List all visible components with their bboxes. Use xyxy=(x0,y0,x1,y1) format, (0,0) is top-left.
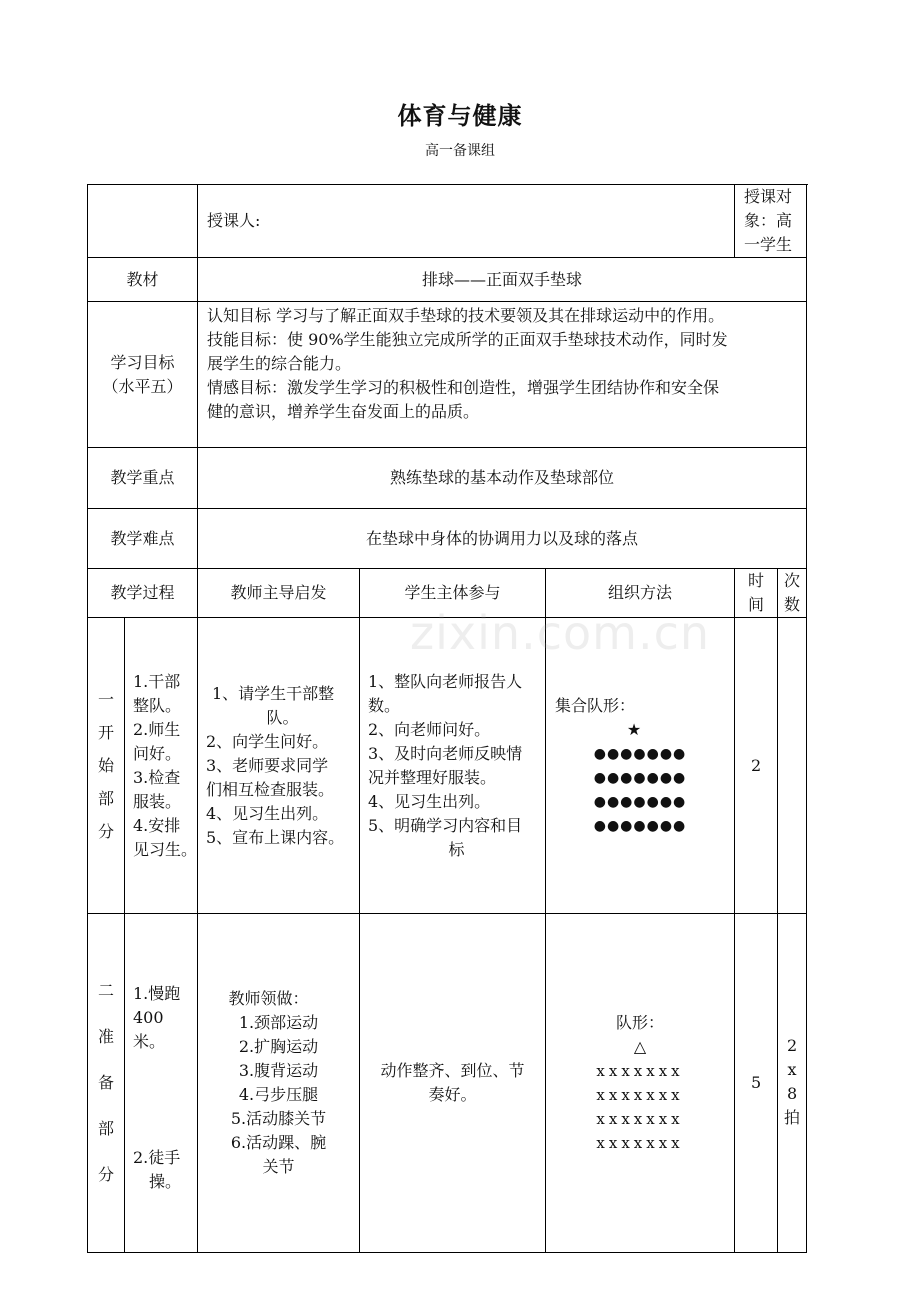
goal-line: 认知目标 学习与了解正面双手垫球的技术要领及其在排球运动中的作用。 xyxy=(207,306,725,325)
formation-row: xxxxxxx xyxy=(596,1110,684,1128)
part2-section-label xyxy=(88,914,125,1253)
section-char: 分 xyxy=(97,821,114,841)
document-subtitle: 高一备课组 xyxy=(425,143,495,159)
step-line: 3.检查 xyxy=(133,767,181,787)
student-line: 况并整理好服装。 xyxy=(368,767,497,787)
method-label: 队形： xyxy=(616,1013,665,1032)
lesson-plan-table xyxy=(87,184,807,1253)
target-label: 授课对象：高一学生 xyxy=(735,185,807,258)
count-line: 拍 xyxy=(784,1108,801,1127)
goal-line: 情感目标：激发学生学习的积极性和创造性，增强学生团结协作和安全保 xyxy=(207,378,720,397)
teacher-star-icon: ★ xyxy=(626,719,642,739)
part1-time: 2 xyxy=(735,618,778,914)
step-line: 400 米。 xyxy=(133,1008,166,1051)
student-line: 动作整齐、到位、节 xyxy=(380,1061,525,1080)
teacher-label: 授课人: xyxy=(198,185,735,258)
info-row xyxy=(88,185,807,258)
time-header xyxy=(735,569,778,618)
count-line: 2 xyxy=(786,1036,798,1055)
goal-line: 技能目标：使 90%学生能独立完成所学的正面双手垫球技术动作，同时发 xyxy=(207,330,728,349)
material-row xyxy=(88,258,807,302)
student-line: 标 xyxy=(448,839,465,859)
part2-count xyxy=(778,914,807,1253)
step-line: 2.徒手 xyxy=(133,1148,181,1167)
part2-time: 5 xyxy=(735,914,778,1253)
teacher-line: 3、老师要求同学 xyxy=(206,755,329,775)
goal-line: 展学生的综合能力。 xyxy=(207,354,352,373)
section-char: 部 xyxy=(97,788,114,808)
process-header-row xyxy=(88,569,807,618)
goals-row xyxy=(88,302,807,448)
student-line: 1、整队向老师报告人 xyxy=(368,671,523,691)
section-char: 备 xyxy=(97,1073,114,1092)
part1-section-label xyxy=(88,618,125,914)
document-title: 体育与健康 xyxy=(397,101,523,130)
step-line: 服装。 xyxy=(133,791,182,811)
section-char: 二 xyxy=(97,981,114,1000)
formation-row: ●●●●●●● xyxy=(593,793,687,810)
step-line: 操。 xyxy=(148,1172,181,1191)
section-char: 部 xyxy=(97,1119,114,1138)
teacher-line: 5、宣布上课内容。 xyxy=(206,827,345,847)
step-line: 见习生。 xyxy=(133,839,198,859)
watermark: zixin.com.cn xyxy=(410,606,711,660)
teacher-line: 1、请学生干部整 xyxy=(212,683,335,703)
goals-label xyxy=(88,302,198,448)
student-line: 2、向老师问好。 xyxy=(368,719,491,739)
count-header xyxy=(778,569,807,618)
student-line: 3、及时向老师反映情 xyxy=(368,743,523,763)
difficulty-label: 教学难点 xyxy=(88,509,198,569)
section-char: 始 xyxy=(97,755,114,775)
teacher-line: 2、向学生问好。 xyxy=(206,731,329,751)
teacher-line: 关节 xyxy=(262,1157,295,1176)
count-line: 8 xyxy=(786,1084,798,1103)
part1-method xyxy=(546,618,735,914)
teacher-line: 队。 xyxy=(266,707,299,727)
time-header-line: 间 xyxy=(748,595,765,614)
teacher-line: 4、见习生出列。 xyxy=(206,803,329,823)
time-header-line: 时 xyxy=(748,571,765,590)
goals-text xyxy=(198,302,807,448)
teacher-line: 5.活动膝关节 xyxy=(230,1109,327,1128)
formation-row: xxxxxxx xyxy=(596,1062,684,1080)
student-line: 数。 xyxy=(368,695,401,715)
count-header-line: 数 xyxy=(784,595,801,614)
part2-student xyxy=(360,914,546,1253)
teacher-line: 4.弓步压腿 xyxy=(238,1085,319,1104)
count-line: x xyxy=(787,1060,797,1079)
student-line: 奏好。 xyxy=(428,1085,477,1104)
part1-row xyxy=(88,618,807,914)
info-blank-cell xyxy=(88,185,198,258)
part2-row xyxy=(88,914,807,1253)
teacher-triangle-icon: △ xyxy=(633,1037,647,1056)
teacher-line: 2.扩胸运动 xyxy=(238,1037,319,1056)
step-line: 4.安排 xyxy=(133,815,181,835)
method-label: 集合队形： xyxy=(555,695,636,715)
part1-steps xyxy=(125,618,198,914)
material-value: 排球——正面双手垫球 xyxy=(198,258,807,302)
count-header-line: 次 xyxy=(784,571,801,590)
formation-row: xxxxxxx xyxy=(596,1086,684,1104)
teacher-title: 教师领做： xyxy=(228,989,309,1008)
goals-label-line2: （水平五） xyxy=(102,376,183,396)
student-line: 5、明确学习内容和目 xyxy=(368,815,523,835)
difficulty-value: 在垫球中身体的协调用力以及球的落点 xyxy=(198,509,807,569)
goal-line: 健的意识，增养学生奋发面上的品质。 xyxy=(207,402,480,421)
student-line: 4、见习生出列。 xyxy=(368,791,491,811)
section-char: 开 xyxy=(97,722,114,742)
student-header: 学生主体参与 xyxy=(360,569,546,618)
teacher-line: 1.颈部运动 xyxy=(238,1013,319,1032)
formation-row: ●●●●●●● xyxy=(593,745,687,762)
section-char: 一 xyxy=(97,689,114,709)
goals-label-line1: 学习目标 xyxy=(110,352,175,372)
part1-count xyxy=(778,618,807,914)
process-header: 教学过程 xyxy=(88,569,198,618)
part1-teacher xyxy=(198,618,360,914)
step-line: 1.慢跑 xyxy=(133,984,181,1003)
method-header: 组织方法 xyxy=(546,569,735,618)
section-char: 分 xyxy=(97,1165,114,1184)
teacher-line: 们相互检查服装。 xyxy=(206,779,335,799)
formation-row: ●●●●●●● xyxy=(593,769,687,786)
step-line: 1.干部 xyxy=(133,671,181,691)
key-point-row xyxy=(88,448,807,509)
teacher-header: 教师主导启发 xyxy=(198,569,360,618)
step-line: 问好。 xyxy=(133,743,182,763)
key-point-label: 教学重点 xyxy=(88,448,198,509)
key-point-value: 熟练垫球的基本动作及垫球部位 xyxy=(198,448,807,509)
part2-method xyxy=(546,914,735,1253)
material-label: 教材 xyxy=(88,258,198,302)
step-line: 2.师生 xyxy=(133,719,181,739)
formation-row: xxxxxxx xyxy=(596,1134,684,1152)
difficulty-row xyxy=(88,509,807,569)
teacher-line: 3.腹背运动 xyxy=(238,1061,319,1080)
step-line: 整队。 xyxy=(133,695,182,715)
part1-student xyxy=(360,618,546,914)
part2-steps xyxy=(125,914,198,1253)
teacher-line: 6.活动踝、腕 xyxy=(230,1133,327,1152)
section-char: 准 xyxy=(97,1027,114,1046)
part2-teacher xyxy=(198,914,360,1253)
formation-row: ●●●●●●● xyxy=(593,817,687,834)
